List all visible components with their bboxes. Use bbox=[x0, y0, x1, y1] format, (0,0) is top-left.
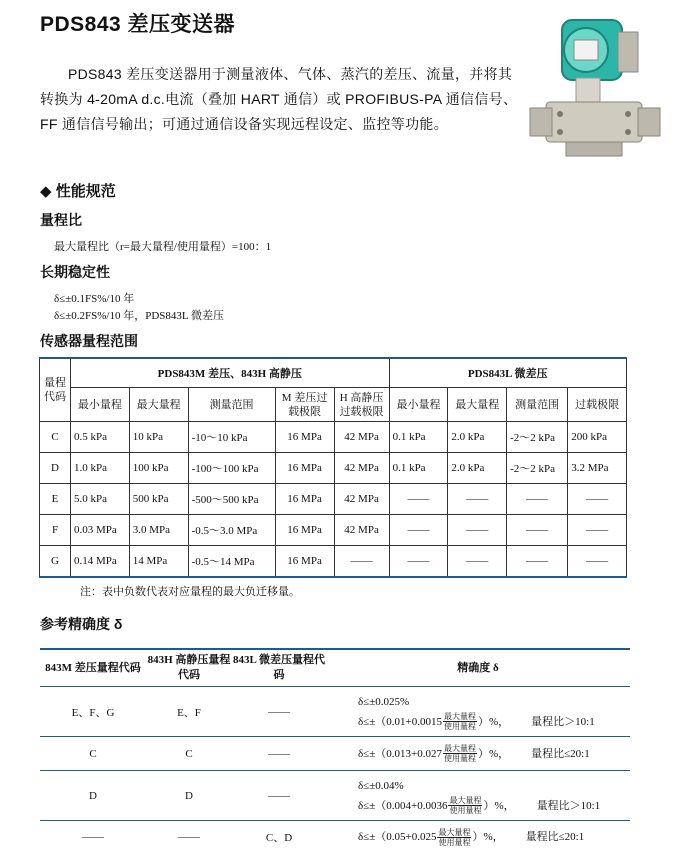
table-cell: C、D bbox=[265, 831, 293, 844]
range-ratio-text: 最大量程比（r=最大量程/使用量程）=100：1 bbox=[54, 241, 272, 253]
fraction bbox=[448, 796, 482, 815]
transmitter-product-image bbox=[526, 14, 666, 164]
fraction-numerator: 最大量程 bbox=[449, 796, 482, 806]
table-row bbox=[40, 422, 627, 453]
table-cell: C bbox=[40, 737, 146, 771]
table-cell: —— bbox=[448, 546, 507, 578]
table-cell: 100 kPa bbox=[129, 453, 188, 484]
formula-prefix: δ≤±（0.013+0.027 bbox=[358, 747, 442, 760]
table-cell: —— bbox=[178, 830, 200, 843]
formula-suffix: ）%， bbox=[472, 830, 504, 843]
col-header: 最小量程 bbox=[71, 388, 130, 422]
col-header: 精确度 δ bbox=[326, 649, 630, 687]
fraction-denominator: 使用量程 bbox=[438, 837, 471, 847]
table-cell: —— bbox=[232, 737, 326, 771]
fraction bbox=[443, 712, 477, 731]
table-cell: —— bbox=[389, 515, 448, 546]
col-header: 最小量程 bbox=[389, 388, 448, 422]
table-cell: 0.14 MPa bbox=[71, 546, 130, 578]
table-cell: 42 MPa bbox=[334, 484, 389, 515]
table-cell: 16 MPa bbox=[275, 546, 334, 578]
fraction-denominator: 使用量程 bbox=[443, 754, 476, 764]
table-cell: —— bbox=[389, 546, 448, 578]
table-cell: —— bbox=[389, 484, 448, 515]
accuracy-cell bbox=[326, 821, 630, 853]
table-cell: -2～2 kPa bbox=[507, 422, 568, 453]
col-header: 测量范围 bbox=[188, 388, 275, 422]
col-header: H 高静压过载极限 bbox=[334, 388, 389, 422]
fraction-denominator: 使用量程 bbox=[449, 806, 482, 816]
table-cell: E、F bbox=[146, 687, 232, 737]
table-note: 注：表中负数代表对应量程的最大负迁移量。 bbox=[80, 586, 300, 598]
table-row bbox=[40, 687, 630, 737]
heading-stability: 长期稳定性 bbox=[40, 264, 110, 280]
table-cell: —— bbox=[507, 515, 568, 546]
col-header: 过载极限 bbox=[568, 388, 627, 422]
table-row bbox=[40, 771, 630, 821]
table-cell: —— bbox=[568, 515, 627, 546]
group-header-m-h: PDS843M 差压、843H 高静压 bbox=[71, 358, 390, 388]
col-header: M 差压过载极限 bbox=[275, 388, 334, 422]
table-cell: C bbox=[40, 422, 71, 453]
table-cell: -500～500 kPa bbox=[188, 484, 275, 515]
table-cell: 16 MPa bbox=[275, 515, 334, 546]
range-ratio-condition: 量程比≤20:1 bbox=[531, 747, 590, 760]
col-header: 843L 微差压量程代码 bbox=[232, 649, 326, 687]
table-cell: —— bbox=[568, 546, 627, 578]
table-row bbox=[40, 453, 627, 484]
fraction-numerator: 最大量程 bbox=[443, 712, 476, 722]
formula-prefix: δ≤±（0.05+0.025 bbox=[358, 830, 437, 843]
table-cell: -10～10 kPa bbox=[188, 422, 275, 453]
table-cell: 0.1 kPa bbox=[389, 422, 448, 453]
table-cell: 2.0 kPa bbox=[448, 453, 507, 484]
table-cell: 3.2 MPa bbox=[568, 453, 627, 484]
table-cell: 16 MPa bbox=[275, 422, 334, 453]
heading-range-ratio: 量程比 bbox=[40, 212, 82, 228]
table-cell: 3.0 MPa bbox=[129, 515, 188, 546]
table-cell: —— bbox=[448, 515, 507, 546]
stability-line-2: δ≤±0.2FS%/10 年，PDS843L 微差压 bbox=[54, 310, 224, 322]
table-cell: —— bbox=[232, 771, 326, 821]
page-title: PDS843 差压变送器 bbox=[40, 13, 236, 36]
table-row bbox=[40, 737, 630, 771]
table-row bbox=[40, 821, 630, 853]
table-cell: —— bbox=[448, 484, 507, 515]
table-cell: -0.5～3.0 MPa bbox=[188, 515, 275, 546]
heading-sensor-range: 传感器量程范围 bbox=[40, 333, 138, 349]
table-cell: 42 MPa bbox=[334, 515, 389, 546]
accuracy-cell bbox=[326, 771, 630, 821]
table-cell: 16 MPa bbox=[275, 484, 334, 515]
table-cell: C bbox=[146, 737, 232, 771]
table-cell: 42 MPa bbox=[334, 453, 389, 484]
table-cell: 0.5 kPa bbox=[71, 422, 130, 453]
accuracy-table bbox=[40, 648, 630, 853]
table-cell: 0.1 kPa bbox=[389, 453, 448, 484]
col-header: 843H 高静压量程代码 bbox=[146, 649, 232, 687]
table-cell: D bbox=[146, 771, 232, 821]
accuracy-line: δ≤±0.025% bbox=[358, 695, 410, 708]
table-row bbox=[40, 515, 627, 546]
range-ratio-condition: 量程比＞10:1 bbox=[536, 799, 601, 812]
table-cell: 1.0 kPa bbox=[71, 453, 130, 484]
table-cell: E bbox=[40, 484, 71, 515]
table-cell: -2～2 kPa bbox=[507, 453, 568, 484]
table-row bbox=[40, 546, 627, 578]
table-cell: 16 MPa bbox=[275, 453, 334, 484]
fraction-denominator: 使用量程 bbox=[443, 722, 476, 732]
table-cell: F bbox=[40, 515, 71, 546]
table-cell: 500 kPa bbox=[129, 484, 188, 515]
heading-accuracy: 参考精确度 δ bbox=[40, 616, 123, 632]
table-cell: G bbox=[40, 546, 71, 578]
fraction bbox=[437, 828, 471, 847]
table-cell: 5.0 kPa bbox=[71, 484, 130, 515]
intro-paragraph: PDS843 差压变送器用于测量液体、气体、蒸汽的差压、流量，并将其转换为 4-20mA d.c.电流（叠加 HART 通信）或 PROFIBUS-PA 通信信号、FF 通信信号输出；可通过通信设备实现远程设定、监控等功能。 bbox=[40, 66, 518, 132]
table-cell: D bbox=[40, 771, 146, 821]
formula-prefix: δ≤±（0.01+0.0015 bbox=[358, 715, 442, 728]
sensor-range-table bbox=[39, 357, 627, 578]
table-cell: 14 MPa bbox=[129, 546, 188, 578]
accuracy-cell bbox=[326, 737, 630, 771]
table-cell: -0.5～14 MPa bbox=[188, 546, 275, 578]
range-ratio-condition: 量程比≤20:1 bbox=[525, 830, 585, 843]
table-cell: 10 kPa bbox=[129, 422, 188, 453]
table-cell: -100～100 kPa bbox=[188, 453, 275, 484]
accuracy-formula bbox=[358, 827, 629, 847]
group-header-l: PDS843L 微差压 bbox=[389, 358, 626, 388]
col-header: 843M 差压量程代码 bbox=[40, 649, 146, 687]
table-cell: D bbox=[40, 453, 71, 484]
accuracy-formula bbox=[358, 712, 629, 732]
table-cell: 42 MPa bbox=[334, 422, 389, 453]
table-cell: —— bbox=[507, 546, 568, 578]
table-cell: —— bbox=[334, 546, 389, 578]
accuracy-cell bbox=[326, 687, 630, 737]
formula-suffix: ）%， bbox=[483, 799, 515, 812]
formula-suffix: ）%， bbox=[477, 747, 510, 760]
table-cell: E、F、G bbox=[40, 687, 146, 737]
formula-prefix: δ≤±（0.004+0.0036 bbox=[358, 799, 448, 812]
table-cell: —— bbox=[568, 484, 627, 515]
formula-suffix: ）%， bbox=[477, 715, 510, 728]
table-cell: —— bbox=[507, 484, 568, 515]
table-cell: —— bbox=[232, 687, 326, 737]
col-header: 最大量程 bbox=[129, 388, 188, 422]
section-heading-performance: ◆ 性能规范 bbox=[40, 183, 116, 200]
range-ratio-condition: 量程比＞10:1 bbox=[531, 715, 595, 728]
fraction-numerator: 最大量程 bbox=[443, 744, 476, 754]
accuracy-formula bbox=[358, 796, 629, 816]
table-cell: 0.03 MPa bbox=[71, 515, 130, 546]
fraction-numerator: 最大量程 bbox=[438, 827, 471, 837]
code-header: 量程代码 bbox=[40, 358, 71, 422]
col-header: 测量范围 bbox=[507, 388, 568, 422]
accuracy-formula bbox=[358, 744, 629, 764]
col-header: 最大量程 bbox=[448, 388, 507, 422]
table-cell: 2.0 kPa bbox=[448, 422, 507, 453]
stability-line-1: δ≤±0.1FS%/10 年 bbox=[54, 293, 135, 305]
accuracy-line: δ≤±0.04% bbox=[358, 779, 404, 792]
table-cell: 200 kPa bbox=[568, 422, 627, 453]
fraction bbox=[443, 744, 477, 763]
table-cell: —— bbox=[82, 830, 104, 843]
table-row bbox=[40, 484, 627, 515]
